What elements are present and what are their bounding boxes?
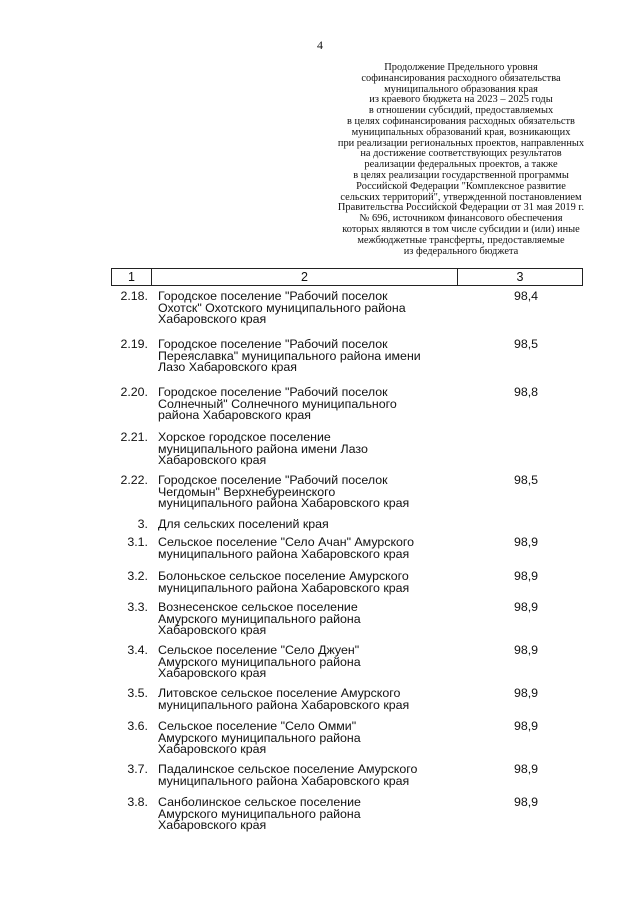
row-cofinancing-level: 98,9 <box>513 719 539 733</box>
heading-line: в отношении субсидий, предоставляемых <box>368 105 554 117</box>
heading-line: сельских территорий", утвержденной постановлением <box>340 191 582 203</box>
heading-line: в целях софинансирования расходных обязательств <box>347 115 575 127</box>
row-municipality-name: Сельское поселение "Село Омми" Амурского муниципального района Хабаровского края <box>158 719 361 757</box>
row-municipality-name: Сельское поселение "Село Ачан" Амурского муниципального района Хабаровского края <box>158 535 415 561</box>
row-cofinancing-level: 98,4 <box>513 289 539 303</box>
row-number: 3.2. <box>127 569 148 583</box>
row-municipality-name: Болоньское сельское поселение Амурского муниципального района Хабаровского края <box>158 569 410 595</box>
row-cofinancing-level: 98,9 <box>513 795 539 809</box>
heading-line: муниципального образования края <box>384 83 538 95</box>
row-number: 2.18. <box>120 289 148 303</box>
row-number: 3.6. <box>127 719 148 733</box>
row-municipality-name: Сельское поселение "Село Джуен" Амурского муниципального района Хабаровского края <box>158 643 361 681</box>
row-municipality-name: Вознесенское сельское поселение Амурского муниципального района Хабаровского края <box>158 600 361 638</box>
heading-line: при реализации региональных проектов, направленных <box>337 137 585 149</box>
heading-line: в целях реализации государственной программы <box>353 169 569 181</box>
row-number: 2.20. <box>120 385 148 399</box>
heading-line: на достижение соответствующих результатов <box>360 148 562 160</box>
row-municipality-name: Для сельских поселений края <box>158 517 329 531</box>
column-header-name: 2 <box>152 269 458 286</box>
heading-line: Продолжение Предельного уровня <box>384 62 538 73</box>
row-cofinancing-level: 98,9 <box>513 643 539 657</box>
row-number: 2.22. <box>120 473 148 487</box>
row-municipality-name: Литовское сельское поселение Амурского муниципального района Хабаровского края <box>158 686 410 712</box>
row-number: 3.4. <box>127 643 148 657</box>
row-cofinancing-level: 98,9 <box>513 569 539 583</box>
row-number: 2.21. <box>120 430 148 444</box>
document-heading <box>296 63 626 257</box>
row-cofinancing-level: 98,9 <box>513 762 539 776</box>
row-number: 3.3. <box>127 600 148 614</box>
heading-line: Российской Федерации "Комплексное развитие <box>356 180 566 192</box>
row-cofinancing-level: 98,9 <box>513 535 539 549</box>
row-municipality-name: Городское поселение "Рабочий поселок Солнечный" Солнечного муниципального района Хабаровского края <box>158 385 397 423</box>
row-municipality-name: Городское поселение "Рабочий поселок Чегдомын" Верхнебуреинского муниципального района Хабаровского края <box>158 473 410 511</box>
page-number: 4 <box>317 38 323 52</box>
row-municipality-name: Городское поселение "Рабочий поселок Охотск" Охотского муниципального района Хабаровского края <box>158 289 406 327</box>
row-municipality-name: Хорское городское поселение муниципального района имени Лазо Хабаровского края <box>158 430 368 468</box>
row-cofinancing-level: 98,5 <box>513 473 539 487</box>
heading-line: из федерального бюджета <box>403 245 519 257</box>
column-header-number: 1 <box>112 269 152 286</box>
heading-line: которых являются в том числе субсидии и (или) иные <box>342 223 580 235</box>
heading-line: № 696, источником финансового обеспечения <box>359 213 563 225</box>
row-number: 3. <box>137 517 148 531</box>
heading-line: из краевого бюджета на 2023 – 2025 годы <box>369 94 553 106</box>
column-header-value: 3 <box>458 269 583 286</box>
heading-line: софинансирования расходного обязательства <box>361 72 561 84</box>
heading-line: реализации федеральных проектов, а также <box>364 159 558 171</box>
row-municipality-name: Городское поселение "Рабочий поселок Переяславка" муниципального района имени Лазо Хабаровского края <box>158 337 421 375</box>
row-cofinancing-level: 98,9 <box>513 600 539 614</box>
row-number: 3.1. <box>127 535 148 549</box>
row-number: 2.19. <box>120 337 148 351</box>
row-municipality-name: Санболинское сельское поселение Амурского муниципального района Хабаровского края <box>158 795 361 833</box>
row-number: 3.7. <box>127 762 148 776</box>
row-number: 3.8. <box>127 795 148 809</box>
row-number: 3.5. <box>127 686 148 700</box>
table-header <box>111 268 583 286</box>
heading-line: муниципальных образований края, возникающих <box>351 126 571 138</box>
row-municipality-name: Падалинское сельское поселение Амурского муниципального района Хабаровского края <box>158 762 418 788</box>
heading-line: межбюджетные трансферты, предоставляемые <box>357 234 565 246</box>
row-cofinancing-level: 98,8 <box>513 385 539 399</box>
heading-line: Правительства Российской Федерации от 31 мая 2019 г. <box>337 202 585 214</box>
row-cofinancing-level: 98,9 <box>513 686 539 700</box>
row-cofinancing-level: 98,5 <box>513 337 539 351</box>
